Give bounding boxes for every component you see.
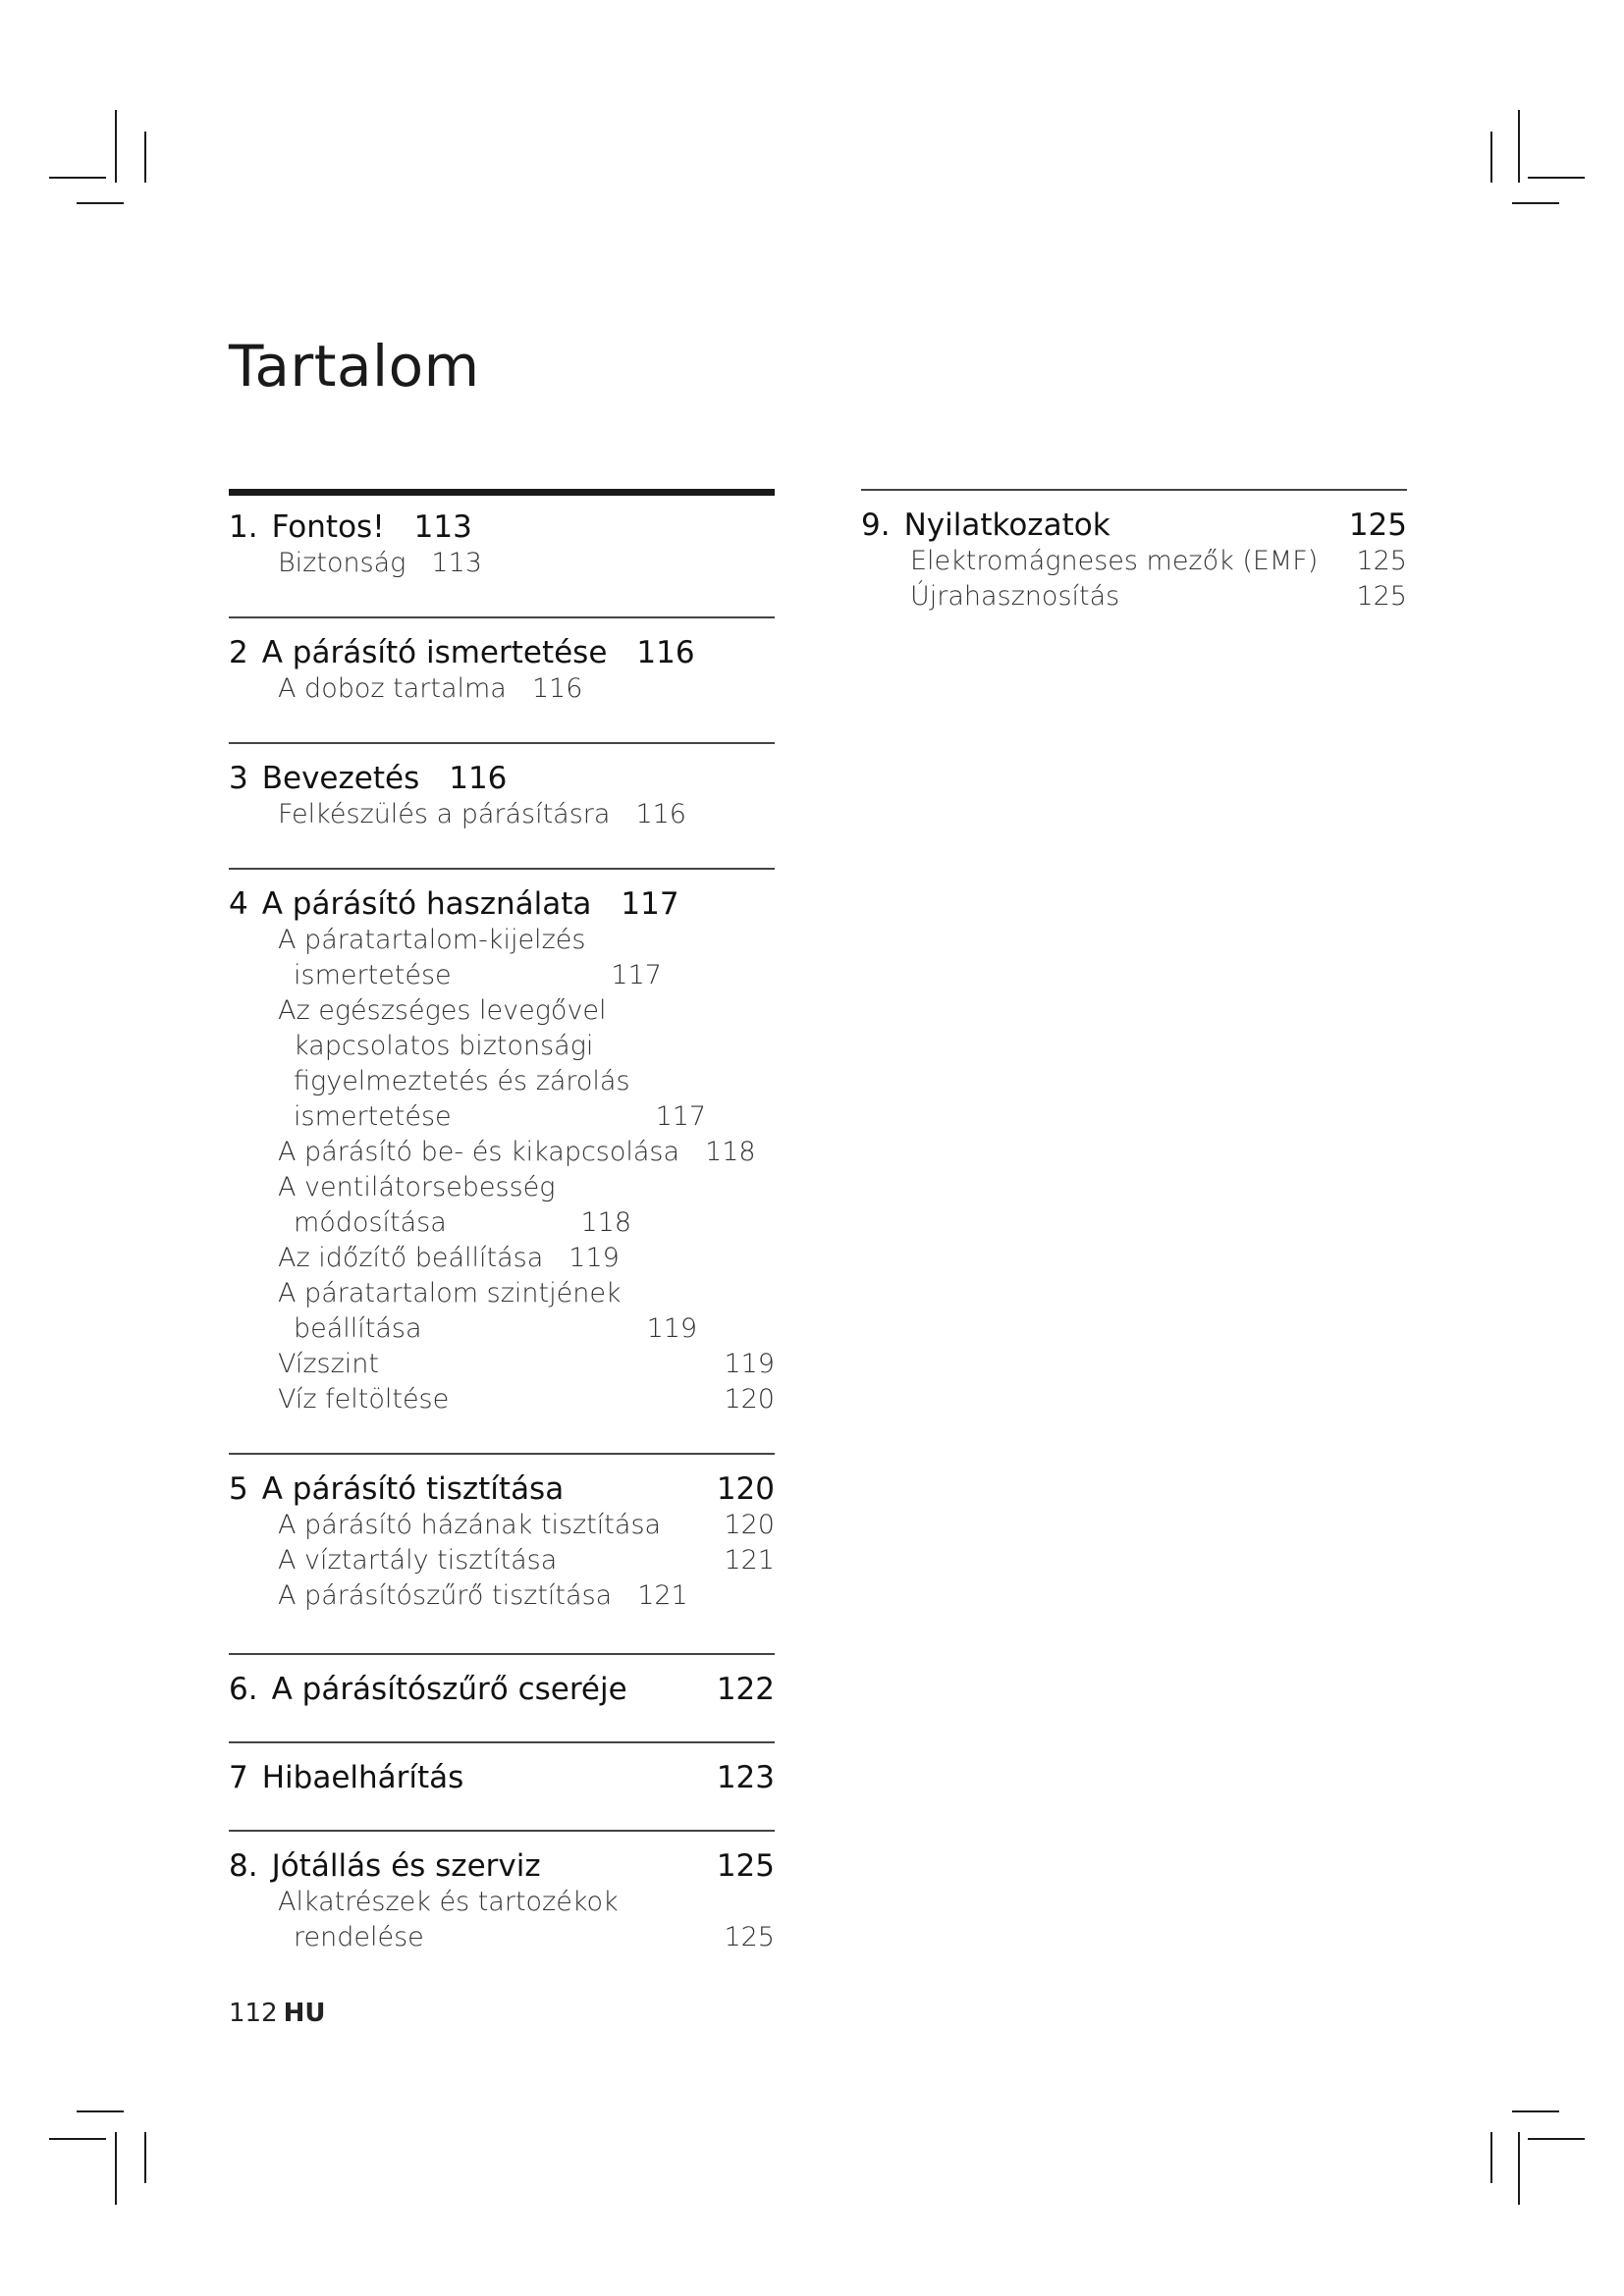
toc-heading-number: 9. bbox=[861, 507, 891, 543]
crop-mark bbox=[1518, 2132, 1520, 2205]
toc-heading-number: 1. bbox=[229, 509, 258, 545]
toc-subentry-line: Az időzítő beállítása bbox=[278, 1243, 544, 1273]
toc-right-column bbox=[861, 489, 1407, 614]
toc-subentry-line: A víztartály tisztítása bbox=[278, 1545, 558, 1575]
toc-heading-title: Hibaelhárítás bbox=[261, 1760, 464, 1795]
toc-subentry[interactable] bbox=[229, 1543, 775, 1578]
toc-subentry-line: Az egészséges levegővel bbox=[278, 995, 607, 1026]
toc-subentry-line: Vízszint bbox=[278, 1349, 379, 1379]
toc-subentry-line: Újrahasznosítás bbox=[910, 581, 1120, 612]
toc-subentry[interactable] bbox=[229, 1170, 775, 1241]
toc-heading[interactable] bbox=[229, 1470, 775, 1508]
toc-subentry[interactable] bbox=[229, 1135, 775, 1170]
toc-subentry[interactable] bbox=[861, 579, 1407, 614]
toc-heading-title: A párásító ismertetése bbox=[261, 635, 608, 670]
toc-subentry-page: 125 bbox=[724, 1922, 775, 1952]
toc-heading-page: 122 bbox=[716, 1672, 775, 1707]
toc-subentry[interactable] bbox=[229, 797, 775, 832]
toc-subentry-page: 117 bbox=[655, 1101, 707, 1132]
toc-subentry-page: 119 bbox=[568, 1243, 620, 1273]
toc-heading-page: 116 bbox=[636, 635, 695, 670]
toc-subentry-title bbox=[278, 923, 585, 993]
toc-subentry-line: figyelmeztetés és zárolás bbox=[294, 1066, 630, 1096]
toc-subentry[interactable] bbox=[229, 923, 775, 993]
toc-subentry-title bbox=[278, 1276, 622, 1347]
toc-subentry[interactable] bbox=[229, 993, 775, 1135]
toc-subentry-page: 119 bbox=[646, 1313, 698, 1344]
toc-heading-number: 2 bbox=[229, 635, 248, 670]
crop-mark bbox=[1490, 132, 1492, 183]
crop-mark bbox=[1490, 2132, 1492, 2183]
toc-heading-title: A párásító használata bbox=[261, 886, 592, 922]
toc-subentry-title bbox=[910, 579, 1119, 614]
toc-subentry-line: A doboz tartalma bbox=[278, 673, 507, 704]
toc-subentry[interactable] bbox=[229, 671, 775, 707]
toc-subentry-title bbox=[278, 1241, 543, 1276]
toc-subentry[interactable] bbox=[861, 544, 1407, 579]
crop-mark bbox=[77, 2110, 124, 2112]
toc-heading-number: 4 bbox=[229, 886, 248, 922]
toc-heading-title: A párásítószűrő cseréje bbox=[271, 1672, 627, 1707]
toc-subentry-line: A páratartalom-kijelzés bbox=[278, 925, 586, 955]
toc-heading-page: 116 bbox=[449, 761, 508, 796]
toc-heading-title: A párásító tisztítása bbox=[261, 1471, 565, 1507]
toc-subentry-line: Elektromágneses mezők (EMF) bbox=[910, 546, 1319, 576]
toc-subentry-line: módosítása bbox=[294, 1207, 447, 1238]
toc-subentry-line: ismertetése bbox=[294, 1101, 452, 1132]
toc-heading-title: Jótállás és szerviz bbox=[271, 1848, 541, 1884]
footer-page-number: 112 bbox=[229, 1999, 278, 2028]
toc-subentry-title bbox=[278, 671, 507, 707]
toc-heading-page: 120 bbox=[716, 1471, 775, 1507]
toc-heading-title: Fontos! bbox=[271, 509, 385, 545]
toc-left-column bbox=[229, 489, 775, 1955]
toc-heading-page: 117 bbox=[621, 886, 679, 922]
crop-mark bbox=[77, 202, 124, 204]
toc-heading-page: 113 bbox=[413, 509, 472, 545]
toc-subentry-line: beállítása bbox=[294, 1313, 422, 1344]
toc-subentry-title bbox=[278, 1543, 557, 1578]
toc-subentry-title bbox=[278, 1578, 612, 1614]
toc-subentry-page: 121 bbox=[637, 1580, 688, 1611]
toc-subentry-title bbox=[278, 797, 610, 832]
toc-subentry-title bbox=[278, 546, 406, 581]
toc-subentry-page: 119 bbox=[724, 1349, 775, 1379]
toc-heading-number: 7 bbox=[229, 1760, 248, 1795]
toc-subentry[interactable] bbox=[229, 1508, 775, 1543]
toc-heading[interactable] bbox=[229, 1759, 775, 1796]
toc-heading-title: Bevezetés bbox=[261, 761, 420, 796]
crop-mark bbox=[1512, 2110, 1559, 2112]
toc-subentry-line: Felkészülés a párásításra bbox=[278, 799, 611, 829]
page-title: Tartalom bbox=[229, 332, 480, 400]
toc-subentry-page: 118 bbox=[580, 1207, 632, 1238]
toc-heading[interactable] bbox=[229, 508, 775, 546]
toc-subentry-title bbox=[278, 1170, 555, 1241]
toc-heading[interactable] bbox=[229, 1847, 775, 1885]
toc-section bbox=[229, 1453, 775, 1614]
toc-subentry-title bbox=[278, 1382, 449, 1417]
toc-subentry-page: 125 bbox=[1356, 581, 1407, 612]
toc-subentry-line: rendelése bbox=[294, 1922, 424, 1952]
toc-subentry-title bbox=[278, 1135, 679, 1170]
toc-subentry-page: 120 bbox=[724, 1510, 775, 1540]
toc-heading-page: 125 bbox=[1348, 507, 1407, 543]
toc-subentry[interactable] bbox=[229, 546, 775, 581]
toc-section bbox=[229, 1741, 775, 1796]
toc-section bbox=[229, 868, 775, 1417]
toc-subentry[interactable] bbox=[229, 1276, 775, 1347]
toc-subentry-page: 118 bbox=[705, 1137, 756, 1167]
toc-subentry-page: 120 bbox=[724, 1384, 775, 1415]
toc-section bbox=[229, 742, 775, 832]
toc-subentry-page: 116 bbox=[635, 799, 686, 829]
toc-section bbox=[229, 616, 775, 707]
toc-section bbox=[229, 1653, 775, 1708]
crop-mark bbox=[115, 2132, 117, 2205]
toc-heading-title: Nyilatkozatok bbox=[903, 507, 1110, 543]
toc-subentry-title bbox=[278, 1885, 619, 1955]
toc-section bbox=[861, 489, 1407, 614]
toc-subentry-page: 117 bbox=[611, 960, 662, 990]
toc-heading-page: 125 bbox=[716, 1848, 775, 1884]
toc-subentry-line: A párásítószűrő tisztítása bbox=[278, 1580, 613, 1611]
footer-language: HU bbox=[283, 1999, 326, 2028]
toc-subentry[interactable] bbox=[229, 1347, 775, 1382]
crop-mark bbox=[49, 2138, 106, 2140]
toc-subentry-title bbox=[910, 544, 1318, 579]
toc-subentry-title bbox=[278, 993, 630, 1135]
toc-subentry-page: 113 bbox=[431, 548, 482, 578]
toc-subentry-line: Biztonság bbox=[278, 548, 406, 578]
toc-heading[interactable] bbox=[229, 760, 775, 797]
toc-section bbox=[229, 489, 775, 581]
toc-heading[interactable] bbox=[861, 507, 1407, 544]
toc-subentry-line: Víz feltöltése bbox=[278, 1384, 450, 1415]
crop-mark bbox=[1518, 110, 1520, 183]
toc-subentry-page: 121 bbox=[724, 1545, 775, 1575]
toc-heading-number: 3 bbox=[229, 761, 248, 796]
toc-subentry[interactable] bbox=[229, 1885, 775, 1955]
toc-heading[interactable] bbox=[229, 1671, 775, 1708]
crop-mark bbox=[1528, 2138, 1585, 2140]
toc-subentry[interactable] bbox=[229, 1241, 775, 1276]
toc-subentry-line: kapcsolatos biztonsági bbox=[294, 1031, 594, 1061]
crop-mark bbox=[115, 110, 117, 183]
toc-subentry-line: A párásító be- és kikapcsolása bbox=[278, 1137, 680, 1167]
toc-subentry[interactable] bbox=[229, 1382, 775, 1417]
crop-mark bbox=[49, 177, 106, 179]
toc-subentry-line: ismertetése bbox=[294, 960, 452, 990]
toc-heading-number: 5 bbox=[229, 1471, 248, 1507]
page-footer bbox=[229, 1999, 326, 2028]
toc-subentry-page: 125 bbox=[1356, 546, 1407, 576]
toc-subentry-line: A páratartalom szintjének bbox=[278, 1278, 622, 1308]
toc-subentry-line: A ventilátorsebesség bbox=[278, 1172, 556, 1202]
crop-mark bbox=[144, 2132, 146, 2183]
crop-mark bbox=[1528, 177, 1585, 179]
toc-heading[interactable] bbox=[229, 634, 775, 671]
crop-mark bbox=[144, 132, 146, 183]
toc-subentry-page: 116 bbox=[531, 673, 583, 704]
toc-subentry-title bbox=[278, 1347, 379, 1382]
toc-subentry-title bbox=[278, 1508, 661, 1543]
toc-heading-number: 6. bbox=[229, 1672, 258, 1707]
toc-heading-page: 123 bbox=[716, 1760, 775, 1795]
toc-heading[interactable] bbox=[229, 885, 775, 923]
toc-subentry[interactable] bbox=[229, 1578, 775, 1614]
toc-subentry-line: Alkatrészek és tartozékok bbox=[278, 1887, 619, 1917]
crop-mark bbox=[1512, 202, 1559, 204]
toc-heading-number: 8. bbox=[229, 1848, 258, 1884]
toc-section bbox=[229, 1830, 775, 1955]
toc-subentry-line: A párásító házának tisztítása bbox=[278, 1510, 662, 1540]
